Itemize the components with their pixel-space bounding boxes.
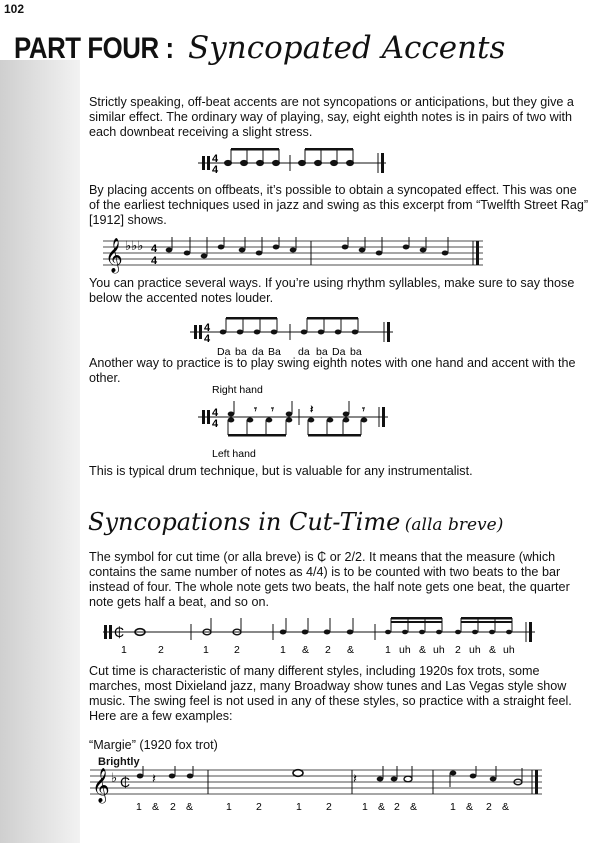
count: 1 — [450, 801, 456, 813]
paragraph-7: Cut time is characteristic of many different styles, including 1920s fox trots, some marches, most Dixieland jazz, many Broadway show tunes and Las Vegas style show music. The swing feel is not used in any of these styles, so practice with a straight feel. Here are a few examples: — [89, 664, 572, 723]
time-sig-bottom: 4 — [204, 333, 211, 345]
part-title: Syncopated Accents — [188, 30, 506, 66]
count: & — [489, 644, 497, 656]
count: 2 — [325, 644, 331, 656]
count: 1 — [121, 644, 127, 656]
cut-time-staff — [103, 614, 543, 656]
count: & — [302, 644, 310, 656]
syllable: Da — [332, 346, 346, 358]
count: & — [466, 801, 474, 813]
count: & — [502, 801, 510, 813]
count: & — [378, 801, 386, 813]
count: 1 — [280, 644, 286, 656]
two-hands-staff — [198, 381, 398, 461]
syllable: Da — [217, 346, 231, 358]
count: & — [152, 801, 160, 813]
cut-time-icon: ₵ — [114, 624, 125, 640]
margie-staff — [90, 766, 550, 816]
treble-clef-icon: 𝄞 — [105, 239, 123, 272]
count: & — [419, 644, 427, 656]
count: 1 — [226, 801, 232, 813]
count: & — [347, 644, 355, 656]
time-sig-top: 4 — [212, 153, 219, 165]
svg-text:𝄾: 𝄾 — [271, 404, 274, 416]
paragraph-4: Another way to practice is to play swing eighth notes with one hand and accent with the other. — [89, 356, 576, 385]
twelfth-street-rag-staff — [103, 233, 488, 275]
cut-time-icon: ₵ — [120, 774, 131, 790]
count: uh — [399, 644, 411, 656]
page-number: 102 — [4, 2, 25, 16]
time-sig-bottom: 4 — [151, 255, 158, 267]
time-sig-bottom: 4 — [212, 418, 219, 430]
flat-icon: ♭ — [111, 770, 118, 785]
rest-icon — [152, 771, 357, 786]
syllable: ba — [316, 346, 328, 358]
section-subtitle: (alla breve) — [404, 515, 504, 535]
count: 1 — [136, 801, 142, 813]
paragraph-3: You can practice several ways. If you’re using rhythm syllables, make sure to say those below the accented notes louder. — [89, 276, 575, 305]
time-sig-top: 4 — [204, 322, 211, 334]
margie-caption: “Margie” (1920 fox trot) — [89, 738, 218, 752]
count: 2 — [256, 801, 262, 813]
count: 2 — [234, 644, 240, 656]
svg-text:𝄾: 𝄾 — [362, 404, 365, 416]
count: 2 — [455, 644, 461, 656]
svg-text:𝄽: 𝄽 — [353, 771, 357, 786]
paragraph-5: This is typical drum technique, but is valuable for any instrumentalist. — [89, 464, 473, 478]
right-hand-label: Right hand — [212, 384, 263, 396]
svg-text:𝄽: 𝄽 — [152, 771, 156, 786]
count: uh — [469, 644, 481, 656]
count: 2 — [394, 801, 400, 813]
count: 2 — [170, 801, 176, 813]
rhythm-syllables-staff — [190, 312, 400, 358]
time-sig-top: 4 — [151, 243, 158, 255]
page-title — [14, 30, 505, 66]
example-eighth-notes-staff — [198, 143, 393, 178]
flat-icon: ♭♭♭ — [125, 238, 144, 253]
count: & — [186, 801, 194, 813]
time-sig-top: 4 — [212, 407, 219, 419]
count: 2 — [326, 801, 332, 813]
tempo-marking: Brightly — [98, 756, 140, 768]
syllable: Ba — [268, 346, 281, 358]
count: 1 — [385, 644, 391, 656]
count: 2 — [158, 644, 164, 656]
left-hand-label: Left hand — [212, 448, 256, 460]
paragraph-1: Strictly speaking, off-beat accents are not syncopations or anticipations, but they give a similar effect. The ordinary way of playing, say, eight eighth notes is in pairs of two with each downbeat receiving a slight stress. — [89, 95, 574, 139]
treble-clef-icon: 𝄞 — [92, 769, 110, 802]
count: 1 — [362, 801, 368, 813]
time-sig-bottom: 4 — [212, 164, 219, 176]
svg-text:𝄽: 𝄽 — [310, 404, 314, 416]
count: uh — [433, 644, 445, 656]
part-label: PART FOUR : — [14, 32, 174, 65]
paragraph-2: By placing accents on offbeats, it’s possible to obtain a syncopated effect. This was one of the earliest techniques used in jazz and swing as this excerpt from “Twelfth Street Rag” [1912] shows. — [89, 183, 589, 227]
count: 1 — [203, 644, 209, 656]
syllable: da — [252, 346, 264, 358]
svg-text:𝄾: 𝄾 — [254, 404, 257, 416]
paragraph-6: The symbol for cut time (or alla breve) is ₵ or 2/2. It means that the measure (which contains the same number of notes as 4/4) is to be counted with two beats to the bar instead of four. The whole note gets two beats, the half note gets one beat, the quarter note gets half a beat, and so on. — [89, 550, 570, 609]
syllable: ba — [350, 346, 362, 358]
count: 2 — [486, 801, 492, 813]
count: uh — [503, 644, 515, 656]
count: 1 — [296, 801, 302, 813]
section-title-text: Syncopations in Cut-Time — [88, 508, 401, 536]
syllable: da — [298, 346, 310, 358]
section-title — [88, 508, 503, 536]
count: & — [410, 801, 418, 813]
syllable: ba — [235, 346, 247, 358]
margin-shading — [0, 0, 80, 843]
